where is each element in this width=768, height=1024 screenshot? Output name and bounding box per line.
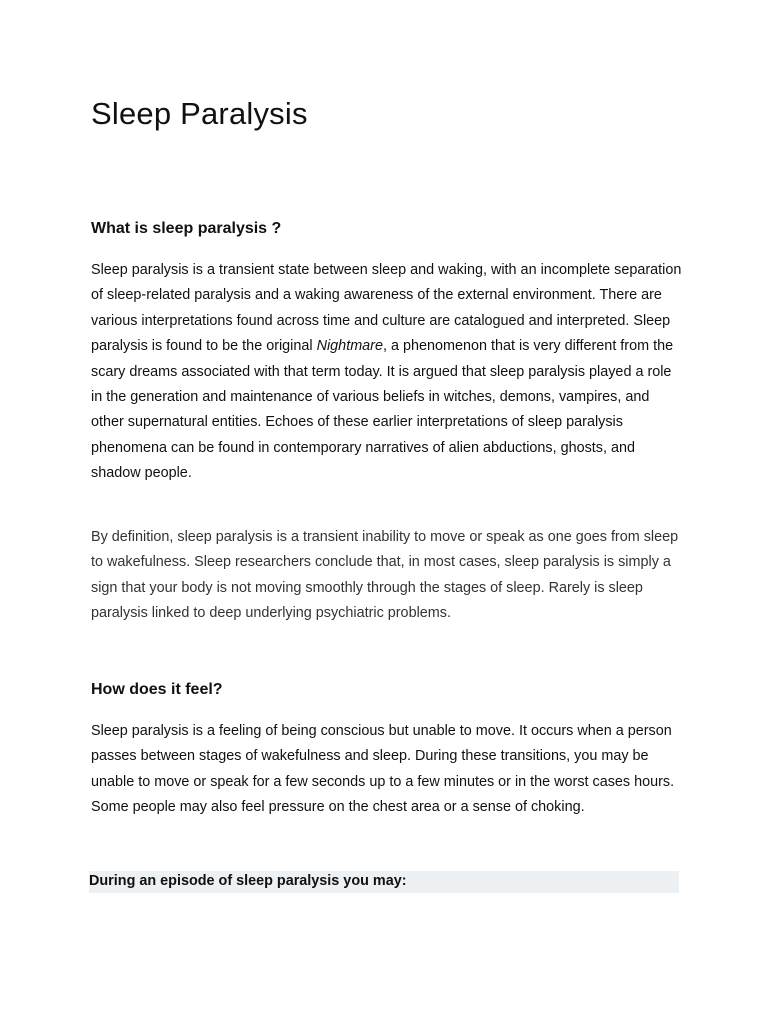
document-title: Sleep Paralysis — [91, 96, 308, 131]
emphasis-nightmare: Nightmare — [316, 338, 383, 355]
section-heading-what-is: What is sleep paralysis ? — [91, 220, 282, 237]
paragraph-text: Sleep paralysis is a transient state between sleep and waking, with an incomplete separation of sleep-related paralysis and a waking awareness of the external environment. There are various interpretations found across time and culture are catalogued and interpreted. Sleep paralysis is found to be the original — [91, 262, 682, 355]
paragraph-definition-intro — [91, 258, 683, 487]
highlighted-line-text: During an episode of sleep paralysis you may: — [89, 873, 407, 889]
paragraph-definition: By definition, sleep paralysis is a transient inability to move or speak as one goes from sleep to wakefulness. Sleep researchers conclude that, in most cases, sleep paralysis is simply a sign that your body is not moving smoothly through the stages of sleep. Rarely is sleep paralysis linked to deep underlying psychiatric problems. — [91, 529, 679, 622]
section-heading-how-feel: How does it feel? — [91, 681, 223, 698]
paragraph-feeling: Sleep paralysis is a feeling of being conscious but unable to move. It occurs when a person passes between stages of wakefulness and sleep. During these transitions, you may be unable to move or speak for a few seconds up to a few minutes or in the worst cases hours. Some people may also feel pressure on the chest area or a sense of choking. — [91, 723, 675, 816]
paragraph-text: , a phenomenon that is very different from the scary dreams associated with that term today. It is argued that sleep paralysis played a role in the generation and maintenance of various beliefs in witches, demons, vampires, and other supernatural entities. Echoes of these earlier interpretations of sleep paralysis phenomena can be found in contemporary narratives of alien abductions, ghosts, and shadow people. — [91, 338, 674, 482]
highlighted-line — [89, 871, 679, 893]
